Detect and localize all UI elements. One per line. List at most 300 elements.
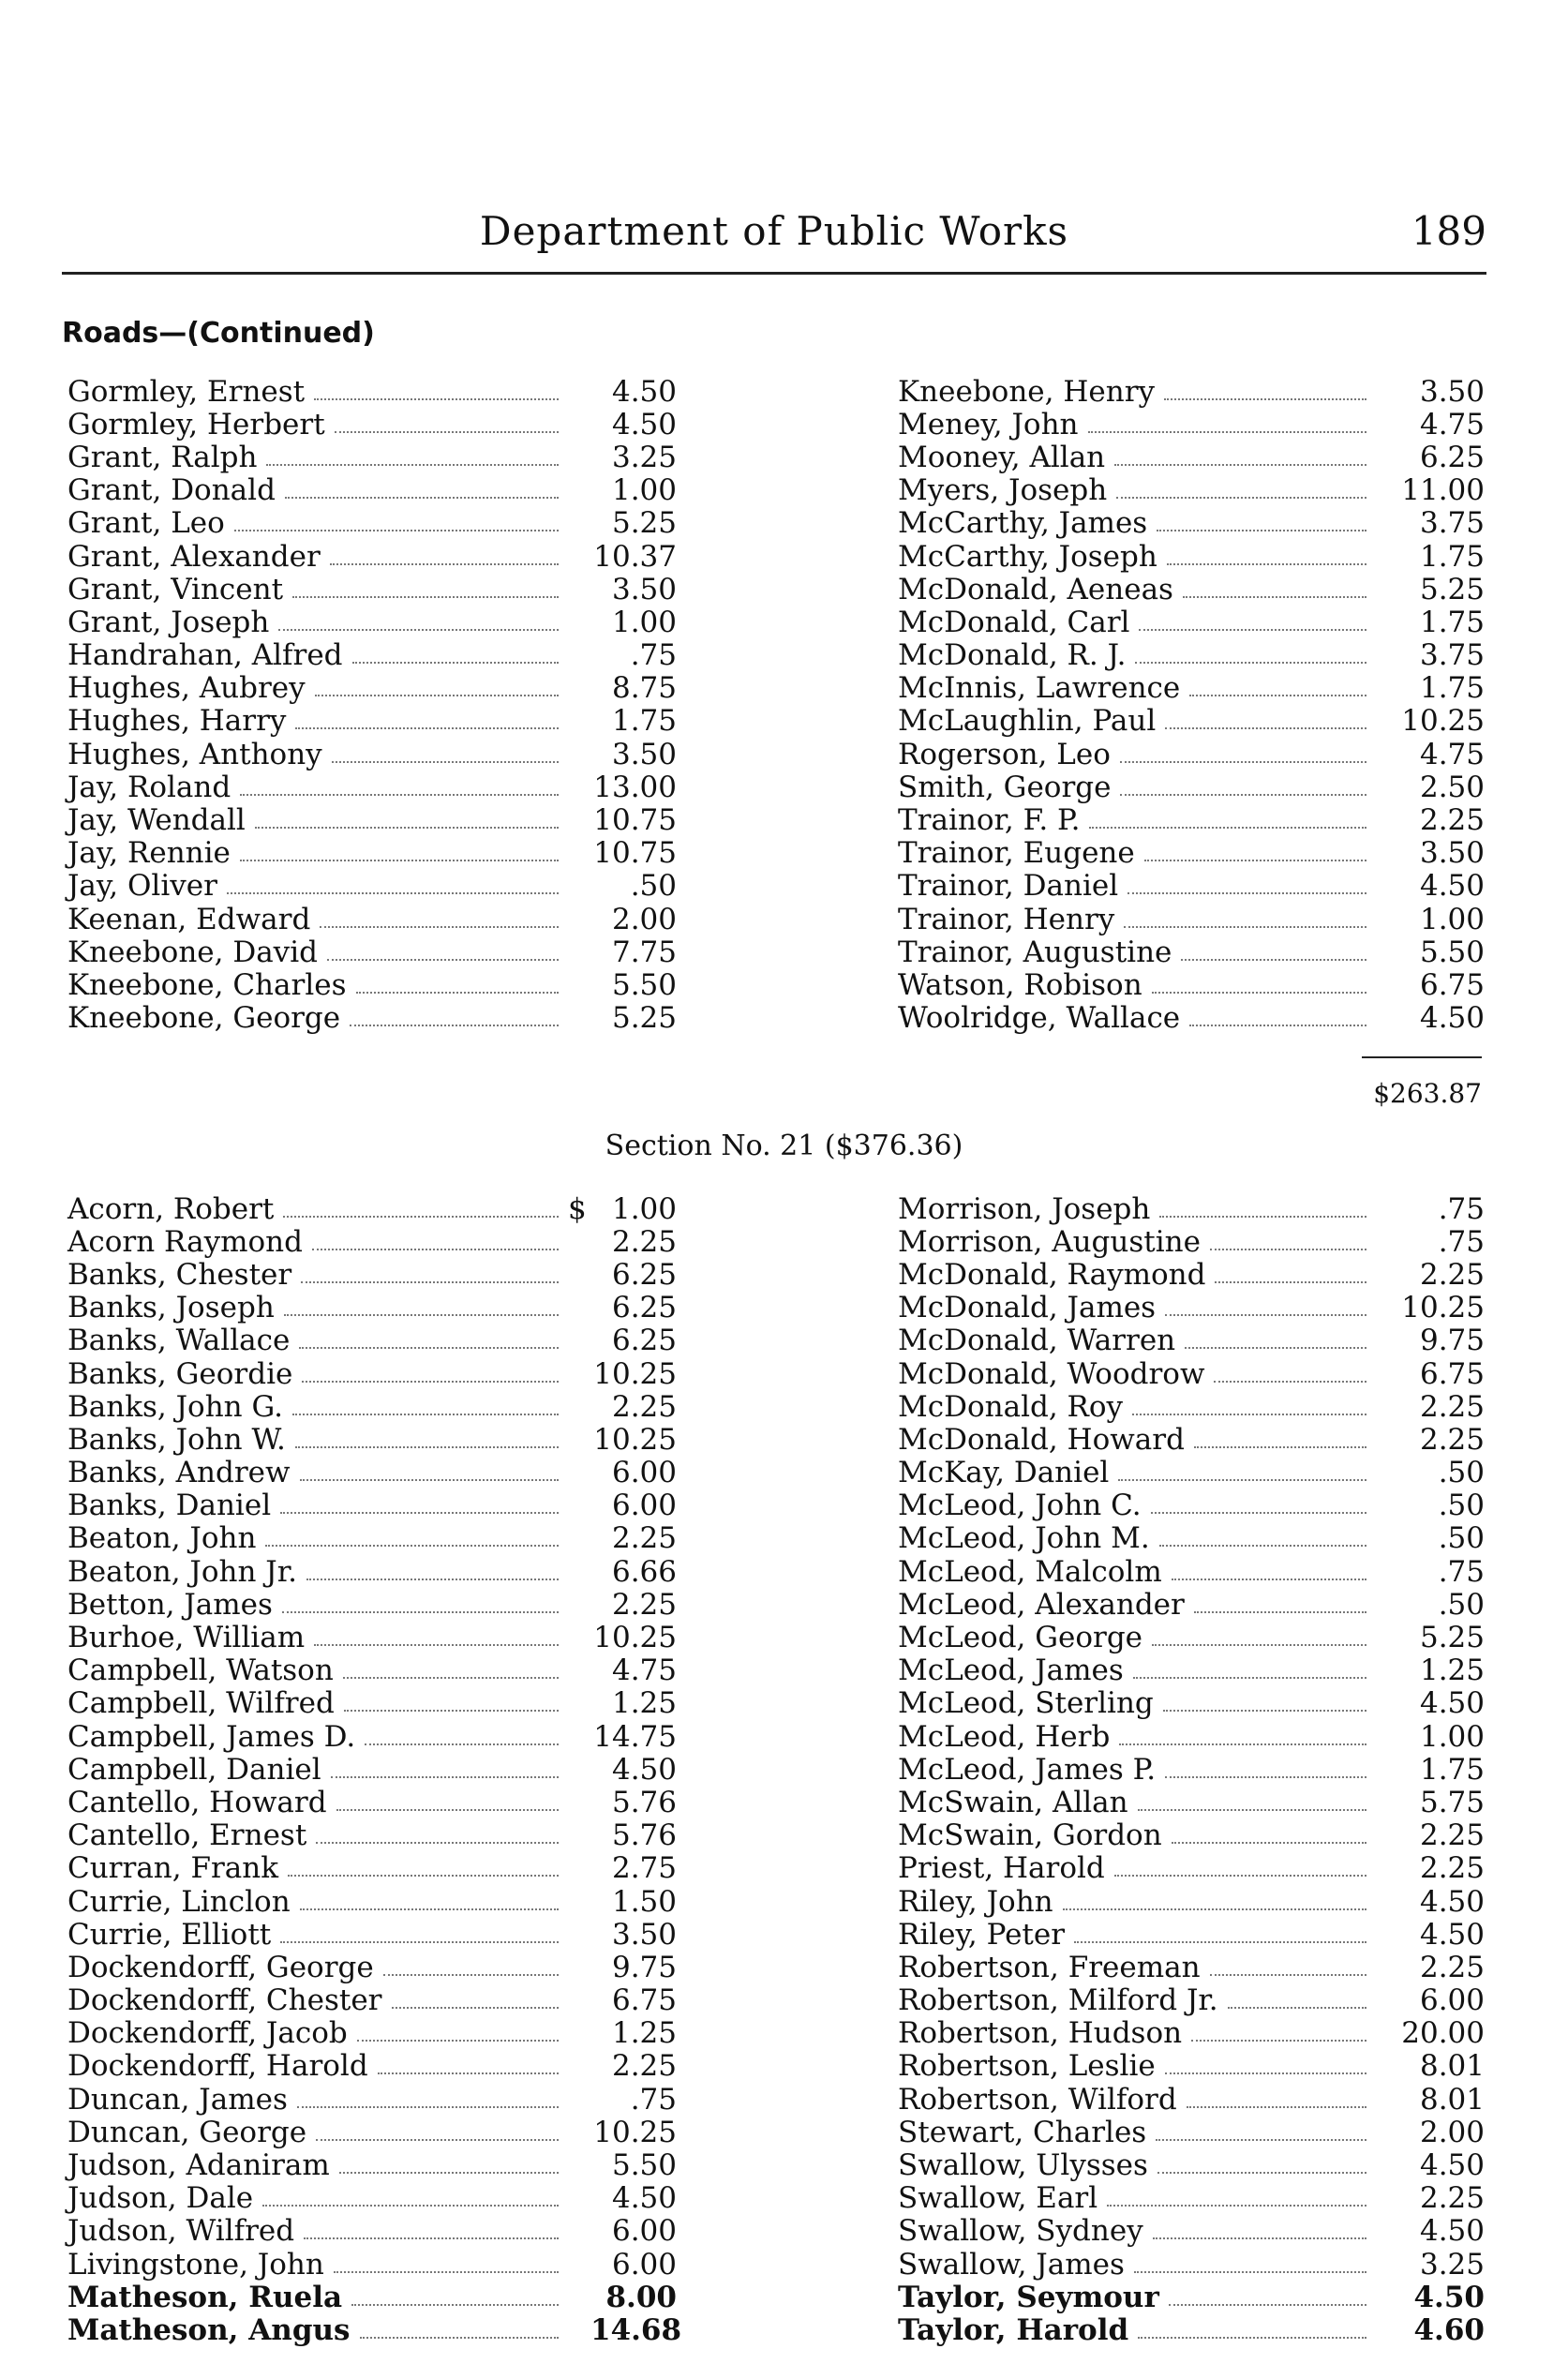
list-item — [898, 738, 1485, 771]
entry-amount: 4.60 — [1413, 2312, 1485, 2347]
entry-amount: 6.25 — [1419, 440, 1485, 474]
section-21-right-list — [898, 1192, 1485, 2347]
entry-amount: 4.50 — [611, 407, 677, 441]
entry-name: Currie, Linclon — [67, 1884, 291, 1919]
list-item — [67, 771, 677, 803]
entry-amount: 2.75 — [611, 1851, 677, 1886]
entry-name: Banks, Andrew — [67, 1456, 291, 1490]
dot-leader — [344, 1710, 559, 1712]
entry-name: McLeod, Malcolm — [898, 1554, 1162, 1589]
page-header — [62, 204, 1486, 261]
dot-leader — [335, 431, 559, 433]
list-item — [898, 2148, 1485, 2181]
entry-name: McDonald, Roy — [898, 1389, 1124, 1424]
entry-amount: 5.25 — [611, 506, 677, 541]
entry-name: McLeod, John C. — [898, 1489, 1142, 1523]
dot-leader — [1132, 1414, 1366, 1415]
dot-leader — [1172, 1579, 1366, 1580]
list-item — [67, 968, 677, 1001]
entry-name: Gormley, Herbert — [67, 407, 325, 441]
entry-amount: 4.75 — [1419, 407, 1485, 441]
list-item — [898, 1753, 1485, 1786]
entry-amount: 10.75 — [593, 803, 677, 838]
entry-name: Robertson, Milford Jr. — [898, 1983, 1218, 2018]
list-item — [898, 1258, 1485, 1291]
entry-amount: 1.25 — [611, 1686, 677, 1721]
entry-amount: 4.50 — [1419, 1686, 1485, 1721]
entry-name: Rogerson, Leo — [898, 737, 1111, 771]
entry-amount: 2.25 — [611, 1224, 677, 1259]
dot-leader — [1157, 530, 1366, 531]
list-item — [67, 1357, 677, 1390]
entry-name: Grant, Joseph — [67, 605, 270, 639]
roads-total: $263.87 — [1373, 1078, 1482, 1109]
entry-name: Livingstone, John — [67, 2247, 324, 2282]
dot-leader — [350, 1025, 559, 1026]
entry-amount: 10.25 — [593, 1422, 677, 1457]
entry-amount: 1.75 — [1419, 539, 1485, 574]
dot-leader — [1063, 1908, 1366, 1910]
entry-amount: 10.25 — [1401, 1291, 1485, 1325]
entry-name: Duncan, James — [67, 2082, 288, 2117]
entry-name: Campbell, James D. — [67, 1719, 356, 1754]
entry-name: Swallow, Earl — [898, 2181, 1098, 2216]
entry-amount: 6.25 — [611, 1324, 677, 1358]
entry-name: Grant, Leo — [67, 506, 225, 541]
list-item — [898, 1225, 1485, 1258]
entry-amount: 10.37 — [593, 539, 677, 574]
dot-leader — [282, 1611, 559, 1613]
list-item — [898, 474, 1485, 507]
entry-amount: 2.00 — [1419, 2115, 1485, 2149]
entry-name: Grant, Ralph — [67, 440, 258, 474]
dot-leader — [227, 892, 559, 894]
entry-name: Kneebone, Charles — [67, 967, 347, 1002]
entry-amount: 6.75 — [611, 1983, 677, 2018]
entry-amount: 3.50 — [611, 1917, 677, 1952]
entry-name: Trainor, Eugene — [898, 836, 1135, 871]
list-item — [67, 408, 677, 441]
dot-leader — [1107, 2205, 1366, 2207]
list-item — [67, 1457, 677, 1489]
entry-name: Swallow, Ulysses — [898, 2148, 1148, 2183]
list-item — [67, 1885, 677, 1918]
dot-leader — [1159, 1545, 1366, 1547]
list-item — [67, 1621, 677, 1653]
entry-amount: 2.25 — [611, 2049, 677, 2084]
entry-amount: 2.25 — [611, 1389, 677, 1424]
entry-name: Burhoe, William — [67, 1621, 306, 1655]
list-item — [67, 2215, 677, 2248]
entry-amount: 1.25 — [611, 2016, 677, 2051]
dot-leader — [304, 2237, 559, 2239]
entry-amount: 2.25 — [1419, 803, 1485, 838]
entry-name: Robertson, Hudson — [898, 2016, 1183, 2051]
entry-amount: 4.50 — [611, 1752, 677, 1787]
entry-name: Kneebone, George — [67, 1001, 341, 1036]
entry-name: Priest, Harold — [898, 1851, 1105, 1886]
list-item — [898, 1489, 1485, 1522]
entry-name: Banks, Geordie — [67, 1356, 293, 1391]
list-item — [67, 1390, 677, 1423]
dot-leader — [1153, 2237, 1366, 2239]
dot-leader — [336, 1809, 559, 1811]
list-item — [67, 474, 677, 507]
entry-amount: .50 — [1438, 1456, 1485, 1490]
list-item — [898, 1522, 1485, 1555]
entry-name: Cantello, Howard — [67, 1785, 327, 1819]
entry-name: McLeod, James P. — [898, 1752, 1157, 1787]
dot-leader — [255, 827, 559, 829]
list-item — [898, 2215, 1485, 2248]
entry-name: McLeod, Herb — [898, 1719, 1111, 1754]
entry-amount: 4.50 — [1419, 1001, 1485, 1036]
list-item — [898, 1786, 1485, 1818]
dot-leader — [1194, 1611, 1366, 1613]
entry-amount: 10.25 — [593, 2115, 677, 2149]
list-item — [898, 1984, 1485, 2017]
entry-amount: 1.00 — [611, 473, 677, 508]
list-item — [898, 2182, 1485, 2215]
dot-leader — [312, 1249, 559, 1250]
entry-amount: 2.25 — [1419, 1257, 1485, 1292]
dot-leader — [1165, 1314, 1366, 1316]
entry-name: McSwain, Allan — [898, 1785, 1128, 1819]
list-item — [67, 1951, 677, 1983]
entry-amount: 2.25 — [1419, 1851, 1485, 1886]
dot-leader — [288, 1875, 559, 1877]
entry-name: Cantello, Ernest — [67, 1818, 307, 1853]
entry-name: Kneebone, Henry — [898, 374, 1156, 409]
dot-leader — [378, 2072, 559, 2074]
dot-leader — [280, 1512, 559, 1514]
entry-amount: 3.50 — [1419, 836, 1485, 871]
dot-leader — [1138, 2337, 1366, 2339]
entry-amount: 2.25 — [611, 1587, 677, 1622]
list-item — [67, 1225, 677, 1258]
dot-leader — [331, 1776, 559, 1778]
entry-name: Keenan, Edward — [67, 902, 311, 936]
entry-amount: 9.75 — [611, 1950, 677, 1984]
entry-name: Taylor, Harold — [898, 2312, 1129, 2347]
dot-leader — [1191, 2040, 1366, 2042]
entry-name: Banks, Wallace — [67, 1324, 291, 1358]
entry-amount: 1.75 — [1419, 1752, 1485, 1787]
entry-name: Banks, John W. — [67, 1422, 286, 1457]
entry-name: McCarthy, James — [898, 506, 1148, 541]
dot-leader — [1114, 464, 1366, 466]
section-21-title: Section No. 21 ($376.36) — [605, 1130, 963, 1162]
page-title: Department of Public Works — [479, 208, 1069, 254]
dot-leader — [1228, 2007, 1366, 2009]
entry-name: Matheson, Ruela — [67, 2280, 343, 2314]
dot-leader — [332, 761, 559, 763]
entry-amount: 4.50 — [1413, 2280, 1485, 2314]
dot-leader — [1165, 2072, 1366, 2074]
dot-leader — [365, 1743, 559, 1745]
entry-amount: 2.25 — [611, 1521, 677, 1556]
entry-name: McDonald, R. J. — [898, 638, 1127, 673]
dot-leader — [315, 695, 559, 696]
list-item — [898, 1885, 1485, 1918]
list-item — [67, 639, 677, 672]
entry-name: McLeod, James — [898, 1653, 1124, 1688]
entry-name: Judson, Dale — [67, 2181, 254, 2216]
entry-amount: 8.01 — [1419, 2049, 1485, 2084]
list-item — [898, 2248, 1485, 2281]
entry-name: Jay, Oliver — [67, 869, 217, 904]
list-item — [67, 837, 677, 870]
entry-amount: 3.25 — [611, 440, 677, 474]
entry-name: Woolridge, Wallace — [898, 1001, 1181, 1036]
entry-amount: 5.76 — [611, 1818, 677, 1853]
entry-name: McCarthy, Joseph — [898, 539, 1157, 574]
dot-leader — [1157, 2172, 1366, 2174]
list-item — [898, 837, 1485, 870]
dot-leader — [1165, 727, 1366, 729]
entry-name: Jay, Rennie — [67, 836, 231, 871]
list-item — [67, 2148, 677, 2181]
list-item — [898, 870, 1485, 903]
list-item — [898, 606, 1485, 638]
list-item — [898, 1002, 1485, 1035]
entry-name: Riley, Peter — [898, 1917, 1066, 1952]
entry-amount: 6.00 — [1419, 1983, 1485, 2018]
entry-amount: 2.25 — [1419, 1422, 1485, 1457]
list-item — [898, 2083, 1485, 2116]
dot-leader — [302, 1381, 559, 1383]
entry-amount: 10.75 — [593, 836, 677, 871]
list-item — [67, 1292, 677, 1324]
entry-name: Beaton, John Jr. — [67, 1554, 297, 1589]
list-item — [898, 2017, 1485, 2050]
list-item — [898, 1621, 1485, 1653]
dot-leader — [1164, 398, 1366, 400]
entry-amount: .50 — [1438, 1521, 1485, 1556]
list-item — [898, 1819, 1485, 1852]
list-item — [898, 672, 1485, 705]
dot-leader — [240, 860, 559, 861]
list-item — [67, 1423, 677, 1456]
dot-leader — [1119, 1743, 1366, 1745]
entry-amount: 1.75 — [1419, 671, 1485, 706]
list-item — [67, 2281, 677, 2313]
entry-name: Meney, John — [898, 407, 1079, 441]
entry-amount: 1.25 — [1419, 1653, 1485, 1688]
list-item — [67, 2050, 677, 2083]
section-21-left-list — [67, 1191, 682, 2347]
list-item — [898, 705, 1485, 738]
entry-name: Swallow, Sydney — [898, 2214, 1143, 2249]
entry-name: Robertson, Freeman — [898, 1950, 1201, 1984]
entry-amount: 4.50 — [1419, 2214, 1485, 2249]
entry-name: McDonald, Woodrow — [898, 1356, 1205, 1391]
list-item — [67, 1588, 677, 1621]
entry-name: Matheson, Angus — [67, 2312, 351, 2347]
list-item — [67, 1654, 677, 1687]
dot-leader — [266, 464, 559, 466]
entry-amount: 1.00 — [611, 1191, 677, 1226]
dot-leader — [330, 563, 559, 565]
dot-leader — [1139, 629, 1366, 631]
list-item — [898, 2050, 1485, 2083]
entry-name: Dockendorff, Harold — [67, 2049, 368, 2084]
entry-name: Riley, John — [898, 1884, 1053, 1919]
entry-name: Grant, Donald — [67, 473, 276, 508]
dot-leader — [283, 1216, 559, 1218]
entry-name: McLeod, Alexander — [898, 1587, 1185, 1622]
entry-name: McLaughlin, Paul — [898, 704, 1157, 739]
dot-leader — [284, 1314, 559, 1316]
list-item — [67, 1918, 677, 1951]
list-item — [898, 803, 1485, 836]
dot-leader — [1214, 1381, 1366, 1383]
dot-leader — [356, 992, 560, 994]
dot-leader — [334, 2271, 559, 2273]
entry-name: Robertson, Wilford — [898, 2082, 1177, 2117]
entry-amount: 4.50 — [1419, 1884, 1485, 1919]
dot-leader — [383, 1974, 559, 1976]
entry-amount: 2.25 — [1419, 1389, 1485, 1424]
dot-leader — [1144, 860, 1366, 861]
entry-amount: 3.75 — [1419, 506, 1485, 541]
dot-leader — [392, 2007, 560, 2009]
dot-leader — [314, 398, 559, 400]
dot-leader — [316, 2139, 559, 2141]
roads-left-list — [67, 375, 677, 1035]
dot-leader — [360, 2337, 560, 2339]
entry-amount: 5.25 — [1419, 1621, 1485, 1655]
list-item — [67, 507, 677, 540]
entry-amount: 4.75 — [1419, 737, 1485, 771]
entry-amount: 3.50 — [611, 737, 677, 771]
entry-name: Banks, Chester — [67, 1257, 292, 1292]
dot-leader — [1187, 2106, 1366, 2108]
entry-name: McLeod, Sterling — [898, 1686, 1154, 1721]
list-item — [898, 1423, 1485, 1456]
entry-name: Kneebone, David — [67, 935, 318, 969]
entry-amount: 2.50 — [1419, 770, 1485, 804]
list-item — [67, 2312, 682, 2347]
dot-leader — [1210, 1249, 1366, 1250]
entry-amount: 13.00 — [593, 770, 677, 804]
list-item — [67, 870, 677, 903]
entry-name: Trainor, F. P. — [898, 803, 1081, 838]
dot-leader — [1135, 662, 1366, 664]
dot-leader — [297, 2106, 559, 2108]
entry-name: Taylor, Seymour — [898, 2280, 1159, 2314]
dot-leader — [295, 727, 559, 729]
list-item — [67, 738, 677, 771]
entry-name: Stewart, Charles — [898, 2115, 1147, 2149]
entry-amount: 5.76 — [611, 1785, 677, 1819]
dot-leader — [1133, 1677, 1366, 1679]
list-item — [898, 2116, 1485, 2148]
entry-name: McInnis, Lawrence — [898, 671, 1181, 706]
entry-amount: .50 — [1438, 1489, 1485, 1523]
entry-name: Trainor, Henry — [898, 902, 1115, 936]
list-item — [67, 1489, 677, 1522]
list-item — [67, 441, 677, 473]
list-item — [67, 1324, 677, 1357]
entry-amount: 4.50 — [611, 374, 677, 409]
entry-name: Curran, Frank — [67, 1851, 279, 1886]
entry-amount: 10.25 — [1401, 704, 1485, 739]
entry-amount: .50 — [1438, 1587, 1485, 1622]
entry-name: Trainor, Daniel — [898, 869, 1119, 904]
entry-name: Beaton, John — [67, 1521, 257, 1556]
list-item — [67, 1555, 677, 1588]
entry-amount: 8.75 — [611, 671, 677, 706]
dot-leader — [1120, 794, 1366, 796]
entry-amount: 14.68 — [590, 2312, 682, 2347]
entry-amount: 3.75 — [1419, 638, 1485, 673]
entry-amount: .50 — [630, 869, 677, 904]
entry-amount: 4.50 — [1419, 869, 1485, 904]
list-item — [67, 2017, 677, 2050]
dot-leader — [320, 926, 559, 928]
entry-name: McDonald, Raymond — [898, 1257, 1206, 1292]
list-item — [67, 1687, 677, 1720]
dot-leader — [1120, 761, 1366, 763]
entry-amount: 5.50 — [611, 967, 677, 1002]
list-item — [898, 507, 1485, 540]
entry-amount: 3.25 — [1419, 2247, 1485, 2282]
list-item — [67, 1753, 677, 1786]
roads-right-list — [898, 375, 1485, 1035]
dot-leader — [234, 530, 559, 531]
entry-amount: 5.25 — [611, 1001, 677, 1036]
entry-name: Dockendorff, Chester — [67, 1983, 382, 2018]
section-label: Roads—(Continued) — [62, 317, 375, 350]
dot-leader — [262, 2205, 559, 2207]
entry-amount: 5.75 — [1419, 1785, 1485, 1819]
entry-amount: 7.75 — [611, 935, 677, 969]
dot-leader — [339, 2172, 559, 2174]
list-item — [898, 1292, 1485, 1324]
list-item — [898, 1457, 1485, 1489]
list-item — [898, 1588, 1485, 1621]
entry-name: McLeod, George — [898, 1621, 1143, 1655]
list-item — [898, 903, 1485, 935]
entry-name: McDonald, Carl — [898, 605, 1130, 639]
list-item — [898, 375, 1485, 408]
list-item — [898, 1687, 1485, 1720]
entry-amount: 6.25 — [611, 1257, 677, 1292]
list-item — [898, 1918, 1485, 1951]
list-item — [898, 935, 1485, 968]
entry-amount: 2.00 — [611, 902, 677, 936]
entry-amount: 11.00 — [1401, 473, 1485, 508]
entry-amount: 4.75 — [611, 1653, 677, 1688]
dot-leader — [1127, 892, 1366, 894]
entry-name: Grant, Vincent — [67, 572, 284, 606]
dot-leader — [299, 1347, 559, 1349]
dot-leader — [352, 662, 559, 664]
entry-name: Handrahan, Alfred — [67, 638, 343, 673]
entry-name: McLeod, John M. — [898, 1521, 1150, 1556]
entry-name: Acorn, Robert — [67, 1191, 275, 1226]
dot-leader — [1215, 1281, 1366, 1283]
list-item — [898, 573, 1485, 606]
list-item — [67, 903, 677, 935]
list-item — [898, 771, 1485, 803]
list-item — [67, 375, 677, 408]
dot-leader — [1159, 1216, 1366, 1218]
dot-leader — [1074, 1941, 1366, 1943]
entry-amount: 5.50 — [1419, 935, 1485, 969]
list-item — [67, 1522, 677, 1555]
